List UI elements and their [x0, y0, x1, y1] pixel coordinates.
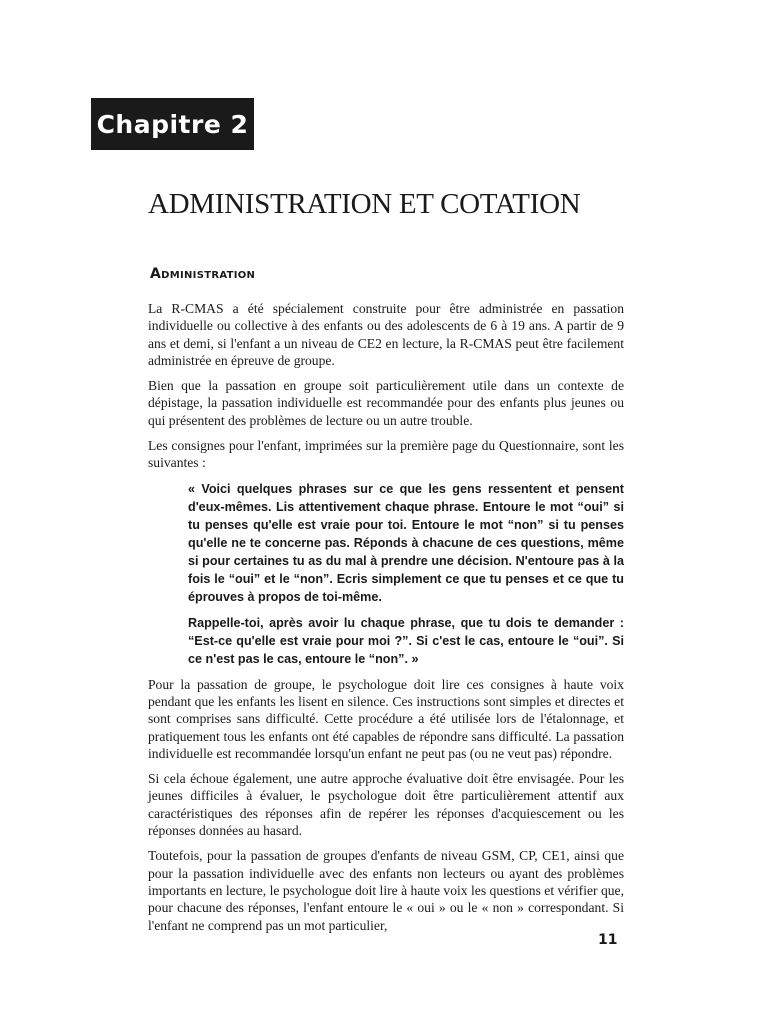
- instructions-quote: [188, 480, 624, 668]
- paragraph: Si cela échoue également, une autre approche évaluative doit être envisagée. Pour les jeunes difficiles à évaluer, le psychologue doit être particulièrement attentif aux caractéristiques des réponses afin de repérer les réponses d'acquiescement ou les réponses données au hasard.: [148, 771, 624, 839]
- page-number: 11: [598, 932, 618, 948]
- instruction-paragraph: Rappelle-toi, après avoir lu chaque phrase, que tu dois te demander : “Est-ce qu'elle est vraie pour moi ?”. Si c'est le cas, entoure le “oui”. Si ce n'est pas le cas, entoure le “non”. »: [188, 615, 624, 666]
- paragraph: Toutefois, pour la passation de groupes d'enfants de niveau GSM, CP, CE1, ainsi que pour la passation individuelle avec des enfants non lecteurs ou ayant des problèmes importants en lecture, le psychologue doit lire à haute voix les questions et vérifier que, pour chacune des réponses, l'enfant entoure le « oui » ou le « non » correspondant. Si l'enfant ne comprend pas un mot particulier,: [148, 848, 624, 933]
- paragraph: La R-CMAS a été spécialement construite pour être administrée en passation individuelle ou collective à des enfants ou des adolescents de 6 à 19 ans. A partir de 9 ans et demi, si l'enfant a un niveau de CE2 en lecture, la R-CMAS peut être facilement administrée en épreuve de groupe.: [148, 301, 624, 368]
- instruction-paragraph: « Voici quelques phrases sur ce que les gens ressentent et pensent d'eux-mêmes. Lis attentivement chaque phrase. Entoure le mot “oui” si tu penses qu'elle est vraie pour toi. Entoure le mot “non” si tu penses qu'elle ne te concerne pas. Réponds à chacune de ces questions, même si pour certaines tu as du mal à prendre une décision. N'entoure pas à la fois le “oui” et le “non”. Ecris simplement ce que tu penses et ce que tu éprouves à propos de toi-même.: [188, 481, 624, 604]
- body-text: [148, 300, 624, 942]
- page-title: ADMINISTRATION ET COTATION: [148, 188, 581, 220]
- paragraph: Pour la passation de groupe, le psychologue doit lire ces consignes à haute voix pendant que les enfants les lisent en silence. Ces instructions sont simples et directes et sont comprises sans difficulté. Cette procédure a été utilisée lors de l'étalonnage, et pratiquement tous les enfants ont été capables de répondre sans difficulté. La passation individuelle est recommandée lorsqu'un enfant ne peut pas (ou ne veut pas) répondre.: [148, 676, 624, 761]
- chapter-label-box: [91, 98, 254, 150]
- chapter-label: Chapitre 2: [96, 109, 249, 139]
- section-heading: Administration: [150, 266, 256, 282]
- paragraph: Bien que la passation en groupe soit particulièrement utile dans un contexte de dépistage, la passation individuelle est recommandée pour des enfants plus jeunes ou qui présentent des problèmes de lecture ou un autre trouble.: [148, 378, 624, 428]
- paragraph: Les consignes pour l'enfant, imprimées sur la première page du Questionnaire, sont les suivantes :: [148, 438, 624, 471]
